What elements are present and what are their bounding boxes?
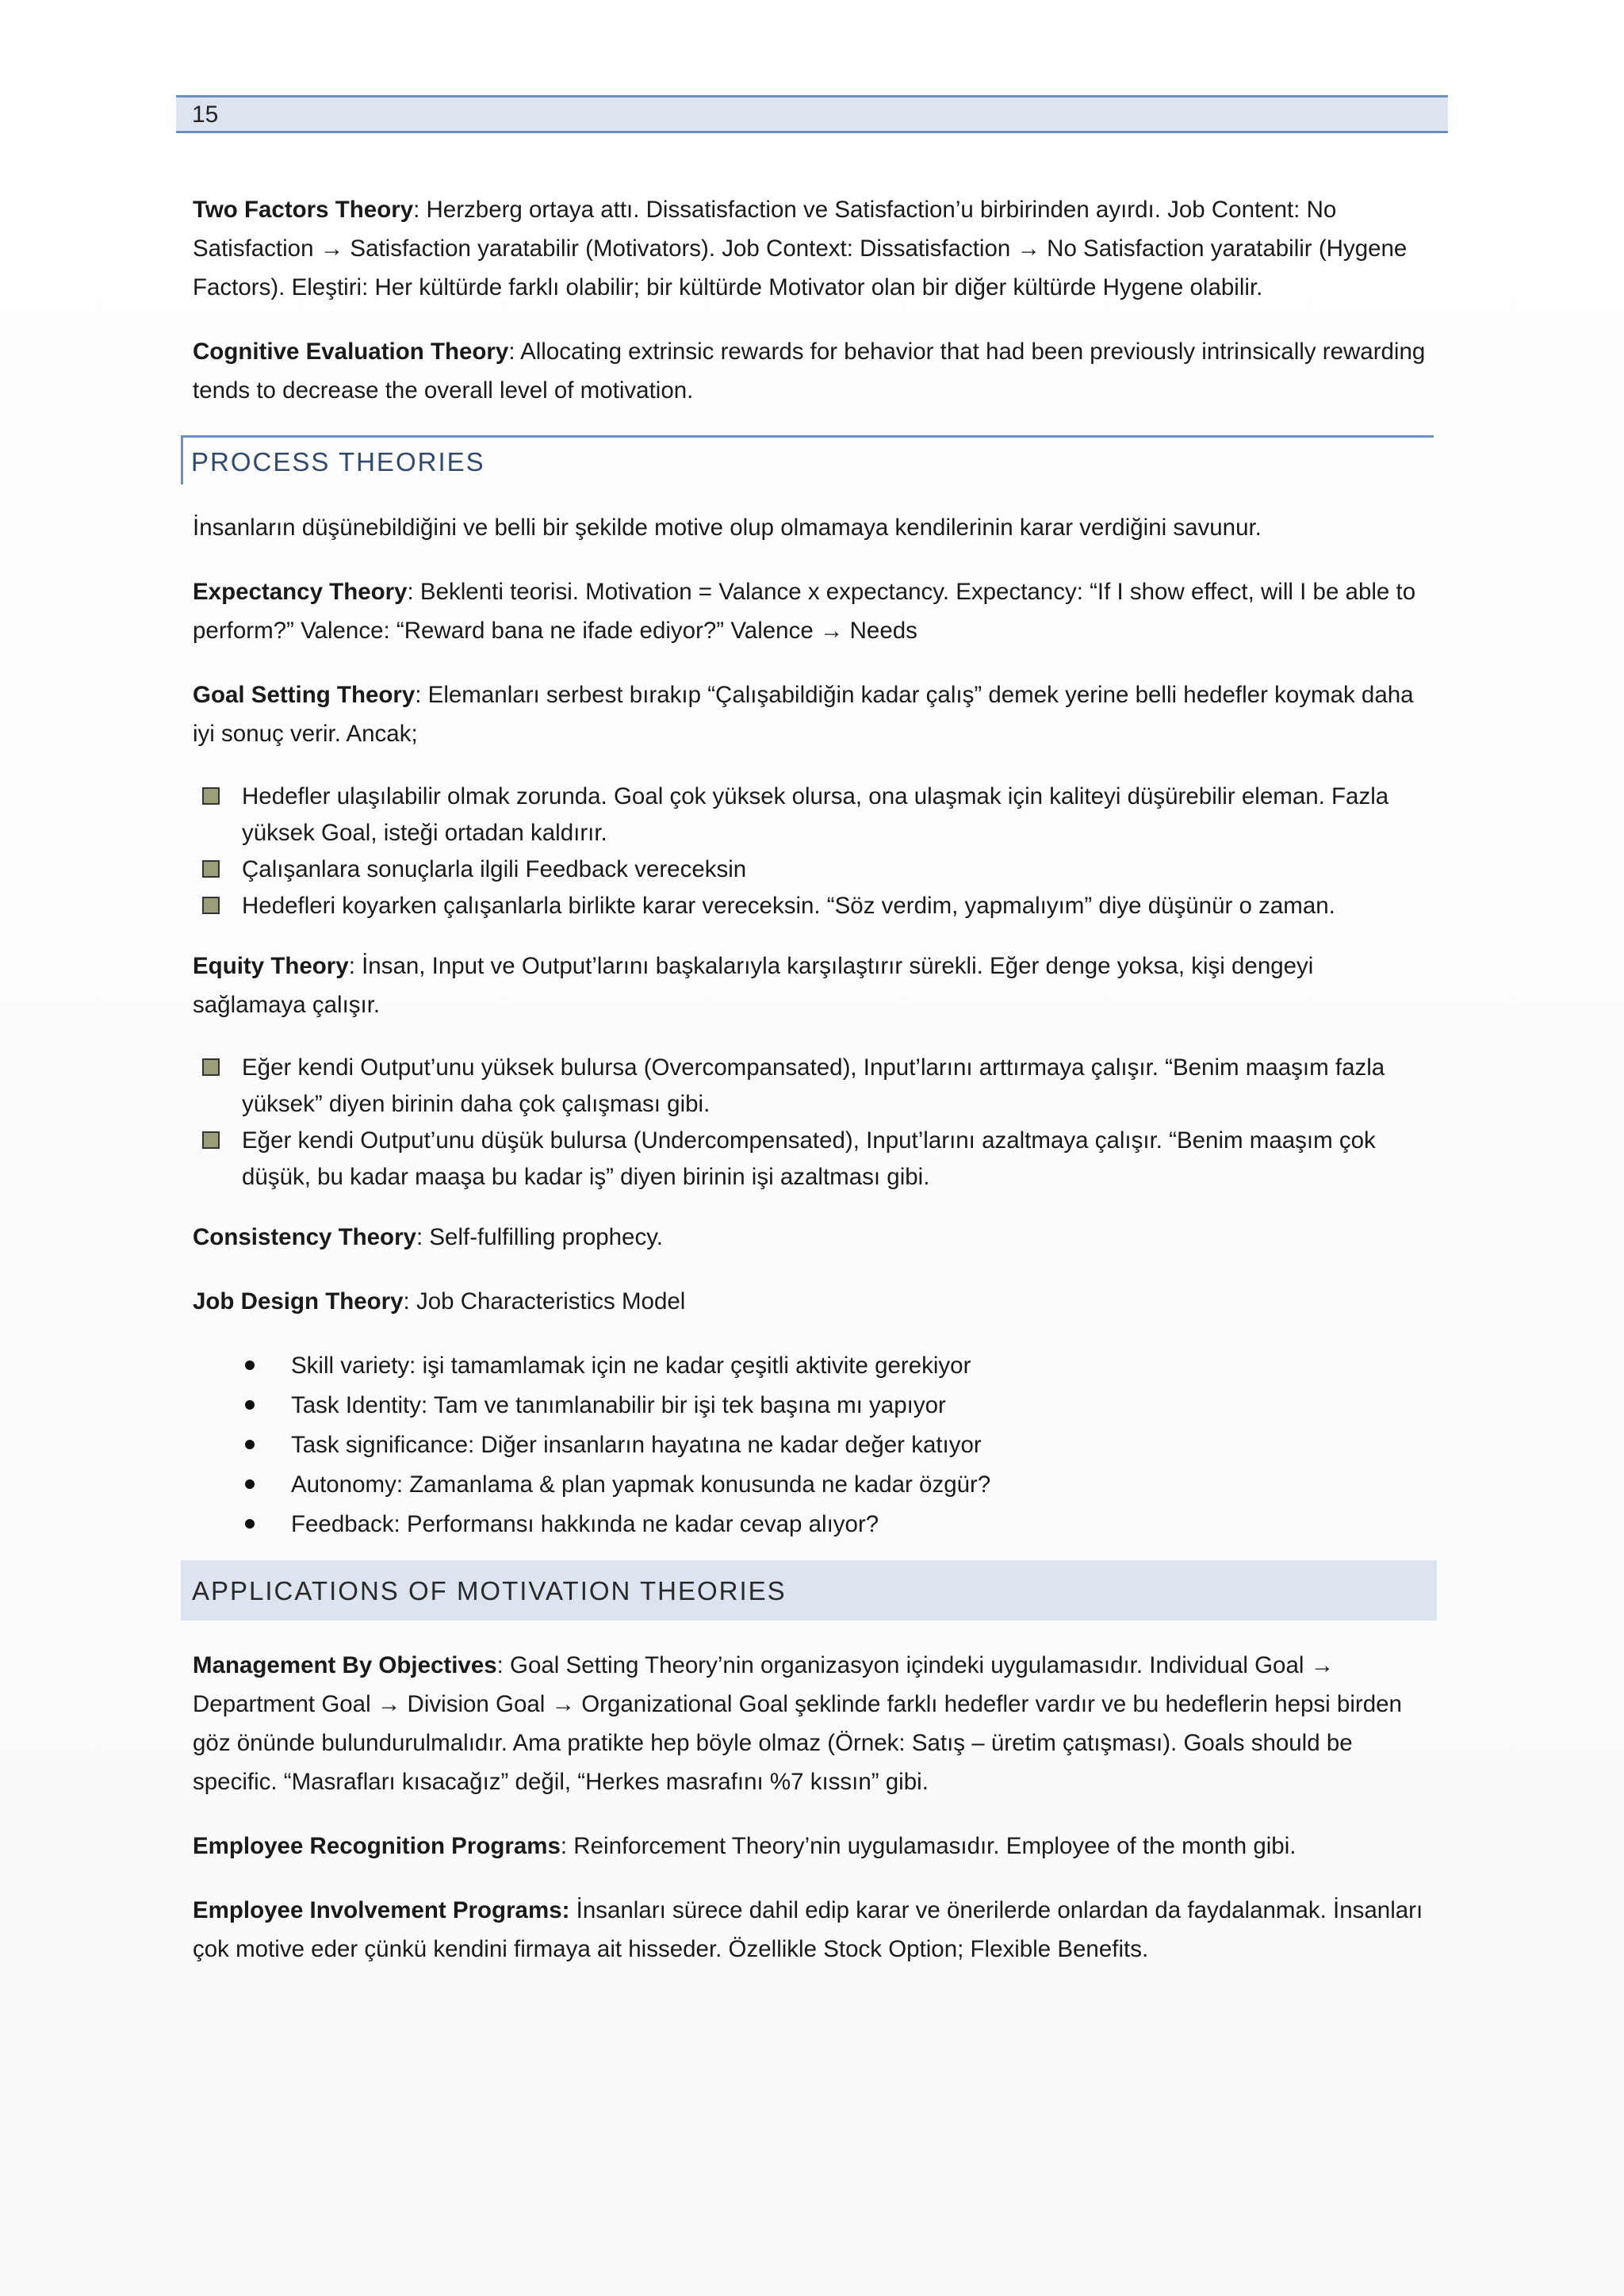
list-item: [193, 1465, 1430, 1505]
page-header: [176, 95, 1448, 133]
bullet-icon: [245, 1400, 255, 1410]
list-item: [193, 851, 1430, 888]
paragraph-job-design-theory: [193, 1282, 1430, 1321]
text-job-design-theory: : Job Characteristics Model: [403, 1288, 686, 1314]
term-job-design-theory: Job Design Theory: [193, 1288, 404, 1314]
goal-setting-list: [193, 779, 1430, 924]
list-item-text: Task Identity: Tam ve tanımlanabilir bir işi tek başına mı yapıyor: [291, 1392, 946, 1418]
text-equity-theory: : İnsan, Input ve Output’larını başkalarıyla karşılaştırır sürekli. Eğer denge yoksa, kişi dengeyi sağlamaya çalışır.: [193, 953, 1314, 1018]
job-characteristics-list: [193, 1346, 1430, 1544]
text-consistency-theory: : Self-fulfilling prophecy.: [416, 1224, 663, 1250]
list-item: [193, 1386, 1430, 1425]
paragraph-employee-involvement-programs: [193, 1891, 1430, 1969]
list-item: [193, 1425, 1430, 1465]
term-two-factors-theory: Two Factors Theory: [193, 197, 414, 223]
bullet-icon: [245, 1519, 255, 1529]
text-employee-recognition-programs: : Reinforcement Theory’nin uygulamasıdır. Employee of the month gibi.: [560, 1833, 1297, 1859]
text-employee-involvement-programs: İnsanları sürece dahil edip karar ve önerilerde onlardan da faydalanmak. İnsanları çok motive eder çünkü kendini firmaya ait hisseder. Özellikle Stock Option; Flexible Benefits.: [193, 1897, 1423, 1962]
list-item: [193, 888, 1430, 924]
section-heading-process-theories: [181, 435, 1434, 484]
bullet-icon: [245, 1479, 255, 1489]
list-item-text: Task significance: Diğer insanların hayatına ne kadar değer katıyor: [291, 1432, 982, 1458]
term-goal-setting-theory: Goal Setting Theory: [193, 682, 416, 708]
list-item: [193, 1123, 1430, 1196]
paragraph-equity-theory: [193, 947, 1430, 1024]
term-consistency-theory: Consistency Theory: [193, 1224, 416, 1250]
square-bullet-icon: [202, 897, 220, 914]
square-bullet-icon: [202, 1058, 220, 1076]
list-item-text: Feedback: Performansı hakkında ne kadar cevap alıyor?: [291, 1511, 879, 1537]
term-employee-involvement-programs: Employee Involvement Programs:: [193, 1897, 570, 1923]
paragraph-goal-setting-theory: [193, 675, 1430, 753]
list-item-text: Autonomy: Zamanlama & plan yapmak konusunda ne kadar özgür?: [291, 1471, 991, 1498]
text-goal-setting-theory: : Elemanları serbest bırakıp “Çalışabildiğin kadar çalış” demek yerine belli hedefler koymak daha iyi sonuç verir. Ancak;: [193, 682, 1414, 747]
list-item-text: Hedefleri koyarken çalışanlarla birlikte karar vereceksin. “Söz verdim, yapmalıyım” diye düşünür o zaman.: [242, 893, 1335, 919]
paragraph-process-intro: İnsanların düşünebildiğini ve belli bir şekilde motive olup olmamaya kendilerinin karar verdiğini savunur.: [193, 515, 1262, 541]
list-item: [193, 1050, 1430, 1123]
term-cognitive-evaluation-theory: Cognitive Evaluation Theory: [193, 339, 509, 365]
term-expectancy-theory: Expectancy Theory: [193, 579, 408, 605]
list-item-text: Hedefler ulaşılabilir olmak zorunda. Goal çok yüksek olursa, ona ulaşmak için kaliteyi düşürebilir eleman. Fazla yüksek Goal, isteği ortadan kaldırır.: [242, 783, 1389, 846]
square-bullet-icon: [202, 860, 220, 878]
text-expectancy-theory: : Beklenti teorisi. Motivation = Valance x expectancy. Expectancy: “If I show effect, will I be able to perform?” Valence: “Reward bana ne ifade ediyor?” Valence → Needs: [193, 579, 1416, 644]
square-bullet-icon: [202, 1131, 220, 1149]
list-item-text: Çalışanlara sonuçlarla ilgili Feedback vereceksin: [242, 856, 747, 882]
list-item: [193, 1346, 1430, 1386]
equity-list: [193, 1050, 1430, 1196]
section-heading-applications: [181, 1560, 1437, 1621]
bullet-icon: [245, 1360, 255, 1370]
list-item-text: Eğer kendi Output’unu düşük bulursa (Undercompensated), Input’larını azaltmaya çalışır. “Benim maaşım çok düşük, bu kadar maaşa bu kadar iş” diyen birinin işi azaltması gibi.: [242, 1127, 1376, 1190]
square-bullet-icon: [202, 787, 220, 805]
paragraph-employee-recognition-programs: [193, 1827, 1430, 1866]
text-management-by-objectives: : Goal Setting Theory’nin organizasyon içindeki uygulamasıdır. Individual Goal → Department Goal → Division Goal → Organizational Goal şeklinde farklı hedefler vardır ve bu hedeflerin hepsi birden göz önünde bulundurulmalıdır. Ama pratikte hep böyle olmaz (Örnek: Satış – üretim çatışması). Goals should be specific. “Masrafları kısacağız” değil, “Herkes masrafını %7 kıssın” gibi.: [193, 1652, 1402, 1795]
list-item: [193, 1505, 1430, 1544]
section-title-process-theories: PROCESS THEORIES: [191, 447, 485, 476]
paragraph-consistency-theory: [193, 1218, 1430, 1257]
term-equity-theory: Equity Theory: [193, 953, 349, 979]
text-cognitive-evaluation-theory: : Allocating extrinsic rewards for behavior that had been previously intrinsically rewarding tends to decrease the overall level of motivation.: [193, 339, 1426, 404]
list-item: [193, 779, 1430, 851]
list-item-text: Eğer kendi Output’unu yüksek bulursa (Overcompansated), Input’larını arttırmaya çalışır. “Benim maaşım fazla yüksek” diyen birinin daha çok çalışması gibi.: [242, 1054, 1385, 1117]
page-number: 15: [192, 101, 219, 128]
paragraph-expectancy-theory: [193, 572, 1430, 650]
section-title-applications: APPLICATIONS OF MOTIVATION THEORIES: [192, 1576, 787, 1605]
paragraph-two-factors-theory: [193, 190, 1430, 307]
bullet-icon: [245, 1440, 255, 1449]
document-body: [193, 190, 1430, 1994]
term-employee-recognition-programs: Employee Recognition Programs: [193, 1833, 561, 1859]
text-two-factors-theory: : Herzberg ortaya attı. Dissatisfaction ve Satisfaction’u birbirinden ayırdı. Job Content: No Satisfaction → Satisfaction yaratabilir (Motivators). Job Context: Dissatisfaction → No Satisfaction yaratabilir (Hygene Factors). Eleştiri: Her kültürde farklı olabilir; bir kültürde Motivator olan bir diğer kültürde Hygene olabilir.: [193, 197, 1408, 300]
paragraph-management-by-objectives: [193, 1646, 1430, 1801]
list-item-text: Skill variety: işi tamamlamak için ne kadar çeşitli aktivite gerekiyor: [291, 1353, 971, 1379]
term-management-by-objectives: Management By Objectives: [193, 1652, 497, 1678]
paragraph-cognitive-evaluation-theory: [193, 332, 1430, 410]
